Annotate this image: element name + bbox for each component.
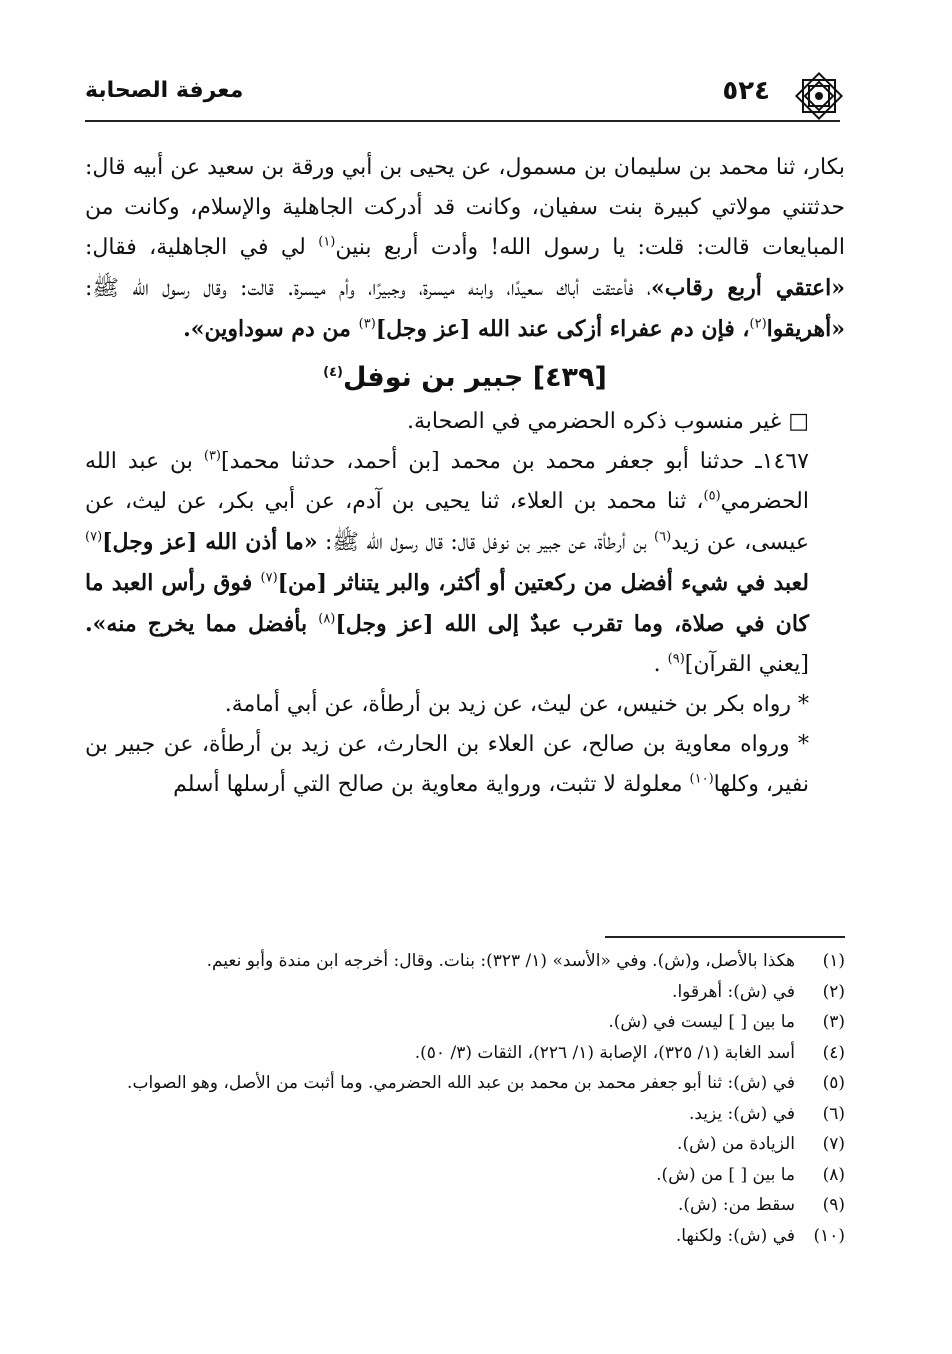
footnote-separator [605, 936, 845, 938]
hadith-quote: «اعتقي أربع رقاب» [651, 275, 845, 301]
footnotes [85, 946, 845, 1251]
footnote [85, 1007, 845, 1038]
footnote [85, 1129, 845, 1160]
footnote [85, 1038, 845, 1069]
text-run: معلولة لا تثبت، ورواية معاوية بن صالح التي أرسلها أسلم [173, 772, 690, 797]
footnote-number: (٨) [822, 1164, 845, 1185]
octagram-ornament-icon [793, 70, 845, 122]
header-rule [85, 120, 840, 122]
hadith-quote: لعبد في شيء أفضل من ركعتين أو أكثر، والبر يتناثر [من] [277, 570, 809, 596]
paragraph-5 [85, 725, 845, 805]
hadith-quote: ، فإن دم عفراء أزكى عند الله [عز وجل] [375, 316, 750, 342]
paragraph-2: □ غير منسوب ذكره الحضرمي في الصحابة. [406, 409, 809, 434]
footnote-text: سقط من: (ش). [678, 1195, 795, 1215]
footnote-number: (٣) [822, 1012, 845, 1032]
footnote-text: في (ش): ثنا أبو جعفر محمد بن محمد بن عبد الله الحضرمي. وما أثبت من الأصل، وهو الصواب. [127, 1073, 795, 1093]
footnote [85, 977, 845, 1008]
paragraph-1 [85, 148, 845, 350]
footnote-text: أسد الغابة (١/ ٣٢٥)، الإصابة (١/ ٢٢٦)، الثقات (٣/ ٥٠). [414, 1042, 795, 1063]
footnote-number: (٤) [822, 1042, 845, 1063]
section-title-text: [٤٣٩] جبير بن نوفل [342, 362, 607, 393]
text-run: بن أرطأة، عن جبير بن نوفل قال: قال رسول الله ﷺ: [317, 530, 655, 555]
footnote-text: في (ش): يزيد. [688, 1103, 795, 1124]
footnote-text: الزيادة من (ش). [677, 1134, 795, 1154]
footnote-marker: (٧) [260, 570, 278, 586]
footnote-marker: (٧) [85, 529, 103, 545]
text-run: ، ثنا محمد بن العلاء، ثنا يحيى بن آدم، عن أبي بكر، عن ليث، عن عيسى، عن زيد [85, 489, 809, 555]
hadith-quote: بأفضل مما يخرج منه». [85, 611, 319, 637]
footnote-number: (٧) [822, 1134, 845, 1154]
footnote-marker: (٢) [749, 316, 767, 332]
paragraph-4: * رواه بكر بن خنيس، عن ليث، عن زيد بن أرطأة، عن أبي أمامة. [224, 692, 809, 717]
footnote-marker: (٤) [323, 365, 343, 380]
text-run: . [653, 652, 668, 677]
footnote-text: ما بين [ ] ليست في (ش). [608, 1012, 795, 1032]
footnote-number: (١٠) [813, 1225, 845, 1246]
text-run: بكار، ثنا محمد بن سليمان بن مسمول، عن يحيى بن أبي ورقة بن سعيد عن أبيه قال: حدثتني مولاتي كبيرة بنت سفيان، وكانت قد أدركت الجاهلية والإسلام، وكانت من المبايعات قالت: قلت: يا رسول الله! وأدت أربع بنين [85, 155, 845, 260]
footnote-number: (٦) [822, 1103, 845, 1124]
page-number: ٥٢٤ [722, 76, 770, 106]
footnote-number: (٩) [822, 1195, 845, 1215]
text-run: ، فأعتقت أباك سعيدًا، وابنه ميسرة، وجبيرًا، وأم ميسرة. قالت: وقال رسول الله ﷺ: [85, 276, 652, 301]
hadith-quote: «أهريقوا [766, 316, 845, 342]
footnote-marker: (١٠) [689, 771, 714, 787]
footnote-number: (٥) [822, 1073, 845, 1093]
main-text [85, 148, 845, 805]
text-run: ١٤٦٧ـ حدثنا أبو جعفر محمد بن محمد [بن أحمد، حدثنا محمد] [221, 449, 809, 474]
footnote-text: ما بين [ ] من (ش). [656, 1164, 795, 1185]
footnote [85, 1190, 845, 1221]
footnote [85, 1099, 845, 1130]
hadith-quote: «ما أذن الله [عز وجل] [102, 529, 318, 555]
text-run: * ورواه معاوية بن صالح، عن العلاء بن الحارث، عن زيد بن أرطأة، عن جبير بن نفير، وكلها [85, 732, 809, 797]
footnote-text: في (ش): أهرقوا. [672, 981, 795, 1002]
running-title: معرفة الصحابة [85, 78, 244, 103]
footnote-text: هكذا بالأصل، و(ش). وفي «الأسد» (١/ ٣٢٣): بنات. وقال: أخرجه ابن مندة وأبو نعيم. [206, 951, 795, 971]
footnote-marker: (٦) [654, 529, 672, 545]
footnote [85, 1068, 845, 1099]
footnote-number: (٢) [822, 981, 845, 1002]
paragraph-3 [85, 442, 845, 685]
footnote-marker: (٥) [703, 488, 721, 504]
text-run: بن عبد الله الحضرمي [85, 449, 809, 514]
footnote [85, 1221, 845, 1252]
text-run: [يعني القرآن] [684, 652, 809, 677]
hadith-quote: من دم سوداوين». [183, 316, 359, 342]
footnote-marker: (١) [318, 234, 336, 250]
hadith-quote: فوق رأس العبد ما كان في صلاة، وما تقرب عبدٌ إلى الله [عز وجل] [85, 570, 809, 637]
footnote [85, 946, 845, 977]
text-run: لي في الجاهلية، فقال: [85, 235, 319, 260]
footnote-marker: (٩) [667, 651, 685, 667]
page-header [85, 70, 845, 110]
footnote-marker: (٣) [358, 316, 376, 332]
footnote-text: في (ش): ولكنها. [675, 1225, 795, 1246]
footnote-marker: (٨) [318, 611, 336, 627]
section-title [85, 358, 845, 398]
footnote [85, 1160, 845, 1191]
footnote-marker: (٣) [203, 448, 221, 464]
footnote-number: (١) [822, 951, 845, 971]
